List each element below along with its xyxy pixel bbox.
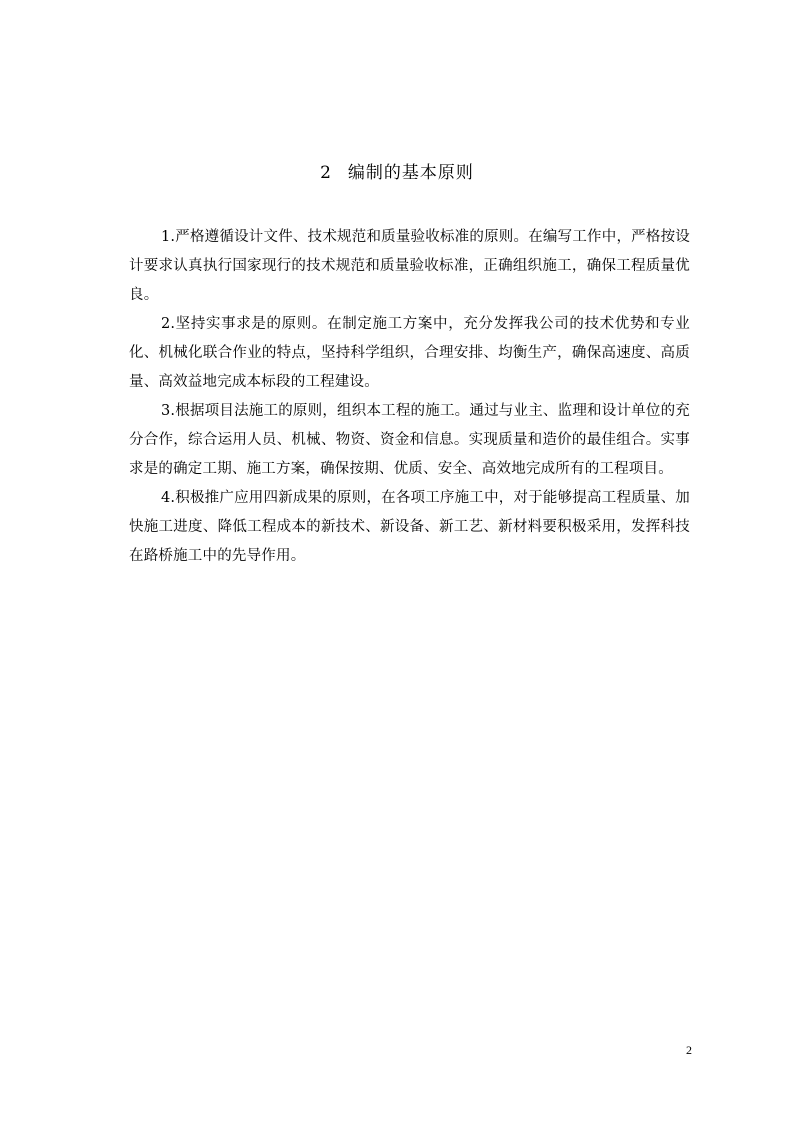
paragraph-1: 1.严格遵循设计文件、技术规范和质量验收标准的原则。在编写工作中，严格按设计要求认真执行国家现行的技术规范和质量验收标准，正确组织施工，确保工程质量优良。 xyxy=(129,229,690,303)
paragraph-2: 2.坚持实事求是的原则。在制定施工方案中，充分发挥我公司的技术优势和专业化、机械化联合作业的特点，坚持科学组织，合理安排、均衡生产，确保高速度、高质量、高效益地完成本标段的工程建设。 xyxy=(129,316,690,390)
body-text xyxy=(129,223,690,571)
page-number: 2 xyxy=(686,1043,692,1057)
section-number: 2 xyxy=(320,163,332,183)
section-title: 编制的基本原则 xyxy=(347,163,474,183)
section-heading xyxy=(0,160,794,186)
paragraph-3: 3.根据项目法施工的原则，组织本工程的施工。通过与业主、监理和设计单位的充分合作，综合运用人员、机械、物资、资金和信息。实现质量和造价的最佳组合。实事求是的确定工期、施工方案，确保按期、优质、安全、高效地完成所有的工程项目。 xyxy=(129,403,690,477)
paragraph-4: 4.积极推广应用四新成果的原则，在各项工序施工中，对于能够提高工程质量、加快施工进度、降低工程成本的新技术、新设备、新工艺、新材料要积极采用，发挥科技在路桥施工中的先导作用。 xyxy=(129,490,690,564)
